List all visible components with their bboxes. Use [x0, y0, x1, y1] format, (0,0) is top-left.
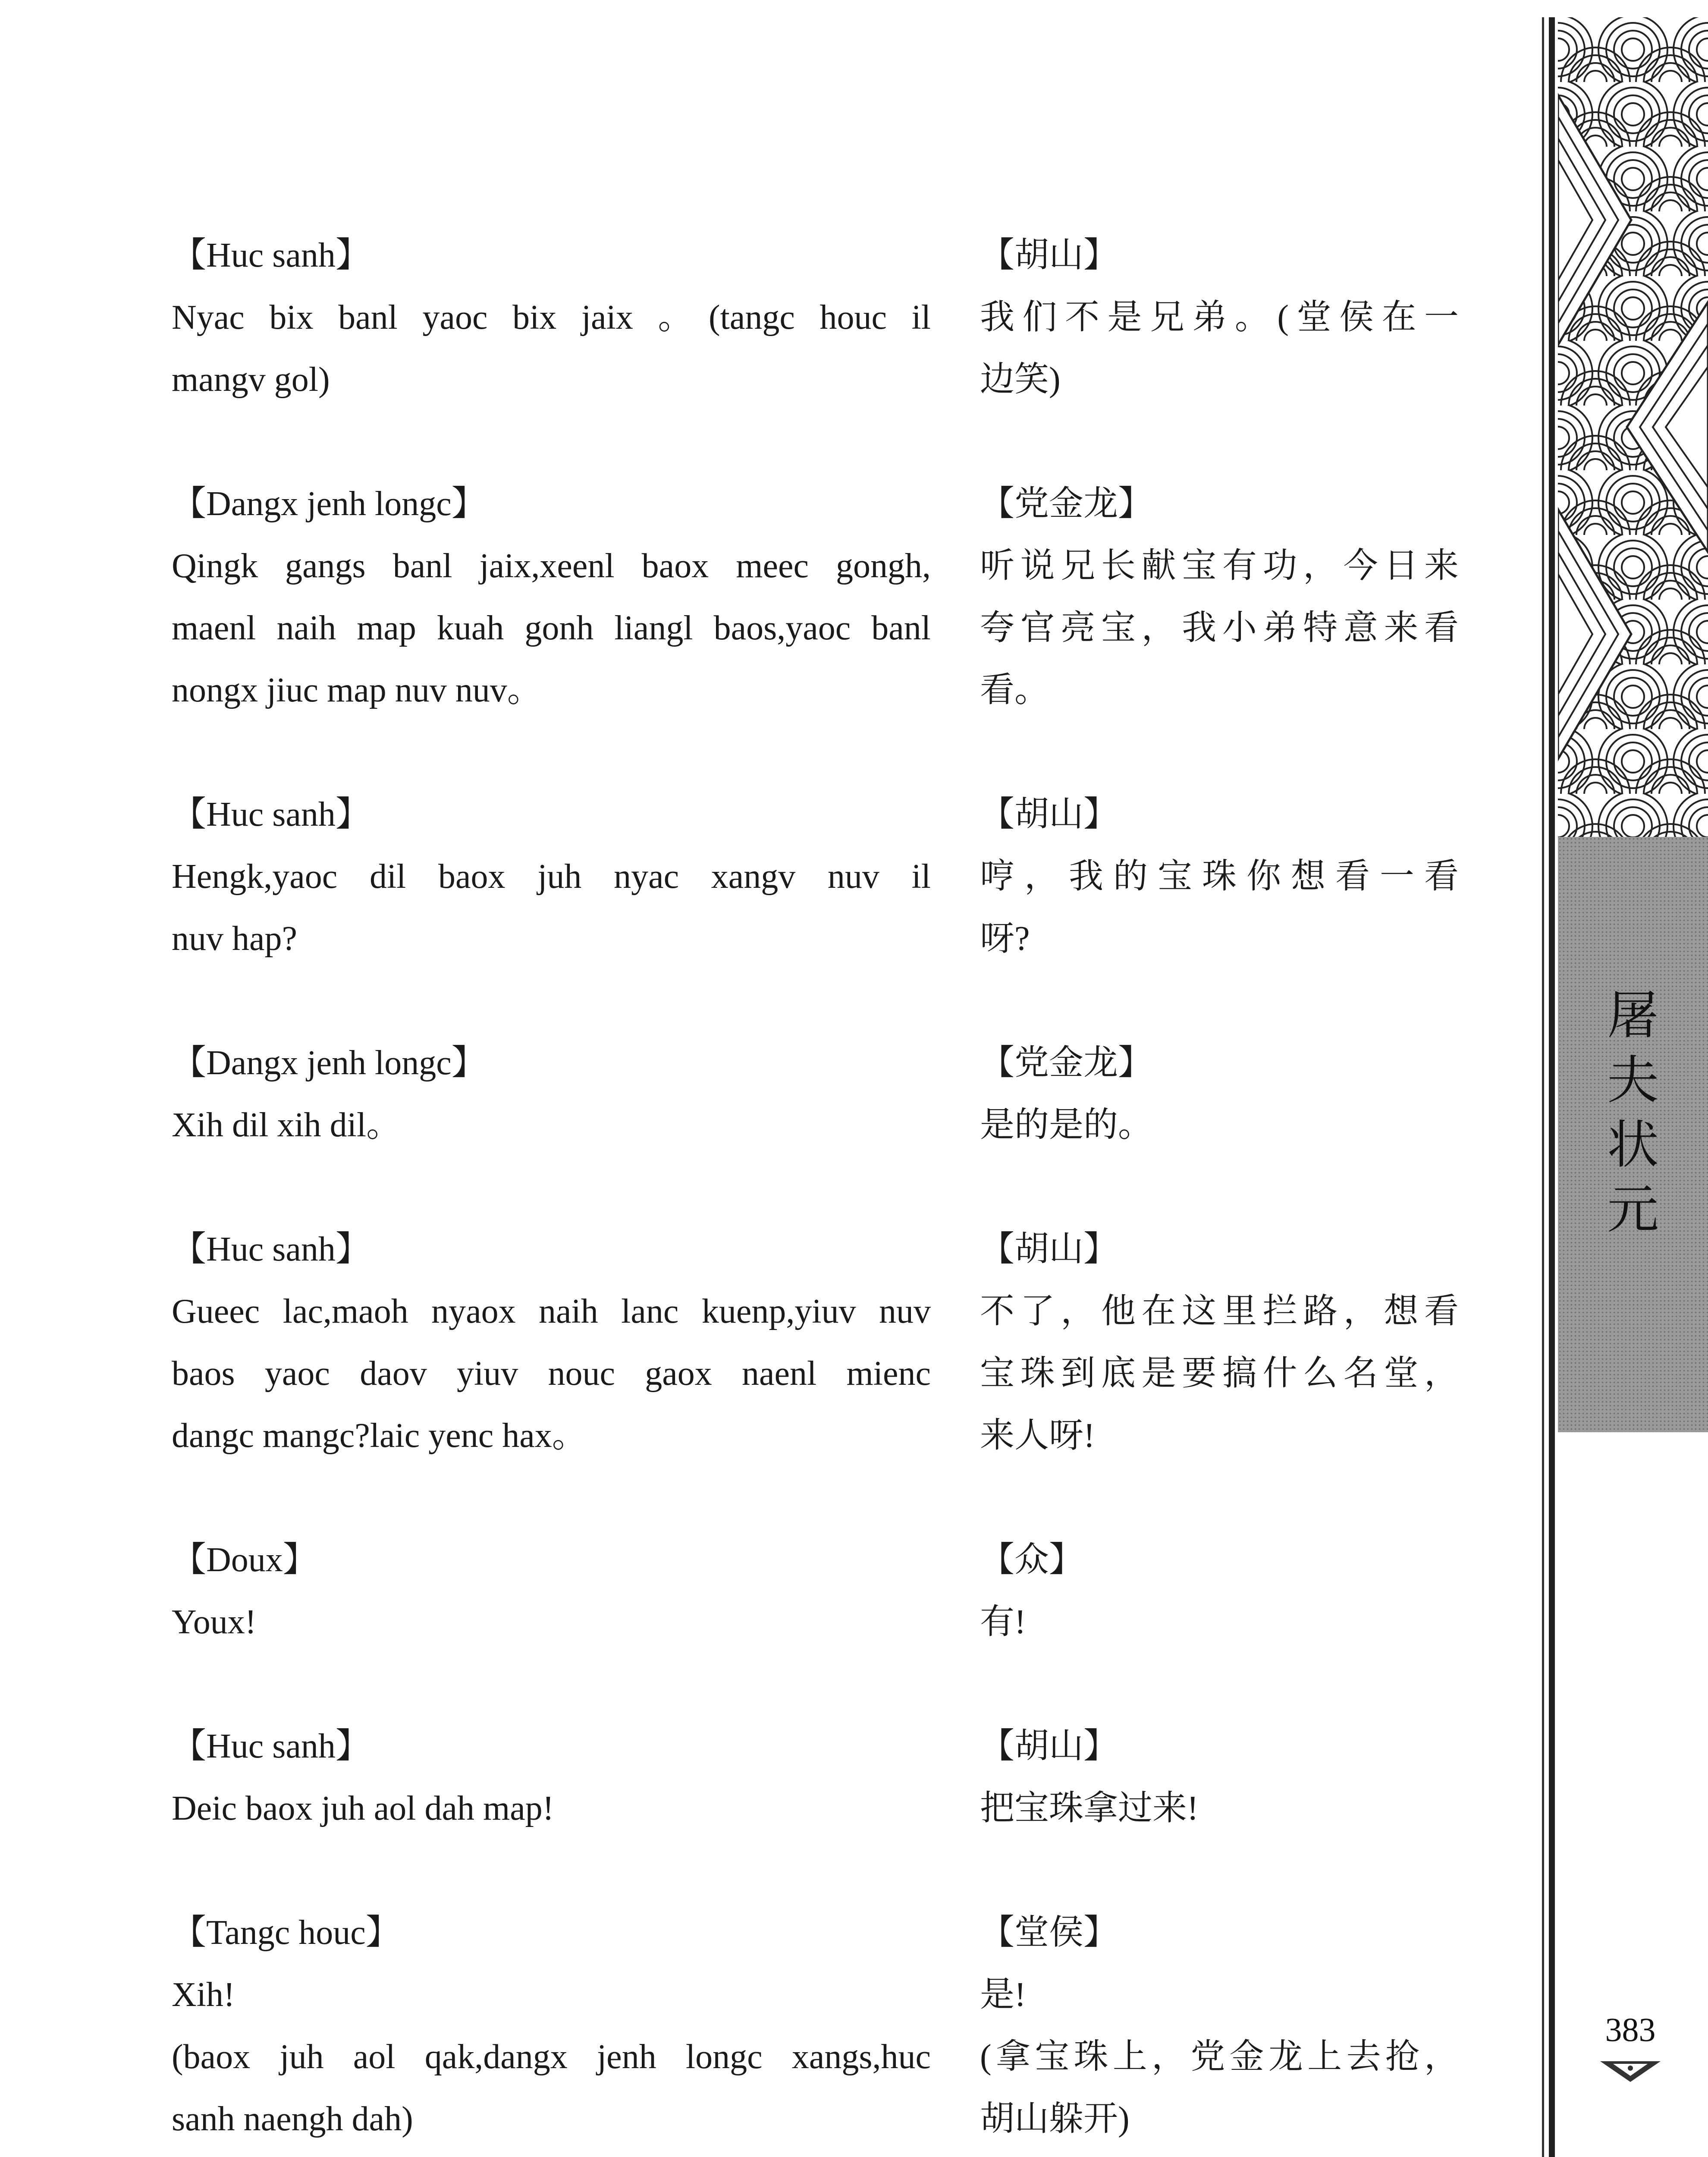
dialogue-block-left — [172, 1902, 931, 2157]
dialogue-line: nuv hap? — [172, 920, 298, 958]
dialogue-line: 看。 — [980, 671, 1049, 709]
speaker-label: 【Dangx jenh longc】 — [172, 1044, 486, 1082]
speaker-label: 【胡山】 — [980, 796, 1118, 833]
dialogue-line: 是的是的。 — [980, 1106, 1152, 1144]
dialogue-line: mangv gol) — [172, 361, 330, 399]
dialogue-line: sanh naengh dah) — [172, 2100, 413, 2138]
dialogue-block-left — [172, 1032, 931, 1218]
dialogue-line: 夸官亮宝，我小弟特意来看 — [980, 609, 1459, 647]
dialogue-line: 哼，我的宝珠你想看一看 — [980, 858, 1459, 896]
dialogue-block-left — [172, 1529, 931, 1715]
dialogue-block-left — [172, 1715, 931, 1902]
dialogue-line: Deic baox juh aol dah map! — [172, 1789, 554, 1827]
speaker-label: 【Tangc houc】 — [172, 1914, 400, 1952]
dialogue-line: 呀? — [980, 920, 1030, 958]
dialogue-block-right — [980, 1218, 1459, 1529]
dialogue-line: 有! — [980, 1603, 1026, 1641]
side-title-char: 屠 — [1607, 987, 1659, 1044]
margin-rule-thick — [1549, 17, 1555, 2157]
speaker-label: 【Huc sanh】 — [172, 1727, 370, 1765]
speaker-label: 【Huc sanh】 — [172, 796, 370, 833]
dialogue-line: 来人呀! — [980, 1417, 1095, 1455]
dong-text-column — [172, 224, 931, 2157]
page-number-flourish-icon — [1596, 2058, 1665, 2084]
dialogue-block-right — [980, 473, 1459, 783]
dialogue-line: 胡山躲开) — [980, 2100, 1130, 2138]
dialogue-line: Qingk gangs banl jaix,xeenl baox meec gongh, — [172, 547, 931, 585]
dialogue-line: Nyac bix banl yaoc bix jaix 。(tangc houc il — [172, 299, 931, 336]
dialogue-block-left — [172, 783, 931, 1032]
speaker-label: 【胡山】 — [980, 236, 1118, 274]
speaker-label: 【党金龙】 — [980, 485, 1152, 523]
dialogue-line: 边笑) — [980, 361, 1061, 399]
speaker-label: 【Huc sanh】 — [172, 1230, 370, 1268]
dialogue-block-right — [980, 1715, 1459, 1902]
dialogue-block-right — [980, 1902, 1459, 2157]
dialogue-block-left — [172, 224, 931, 473]
cloud-pattern-ornament — [1558, 17, 1708, 837]
dialogue-line: 是! — [980, 1976, 1026, 2014]
dialogue-line: 不了，他在这里拦路，想看 — [980, 1292, 1459, 1330]
speaker-label: 【党金龙】 — [980, 1044, 1152, 1082]
dialogue-block-right — [980, 1032, 1459, 1218]
dialogue-line: (baox juh aol qak,dangx jenh longc xangs,huc — [172, 2038, 931, 2076]
margin-rule-thin — [1542, 17, 1544, 2157]
dialogue-line: Xih dil xih dil。 — [172, 1106, 401, 1144]
dialogue-line: Xih! — [172, 1976, 235, 2014]
dialogue-line: baos yaoc daov yiuv nouc gaox naenl mienc — [172, 1355, 931, 1393]
side-title-char: 夫 — [1607, 1052, 1659, 1109]
dialogue-line: 我们不是兄弟。(堂侯在一 — [980, 299, 1459, 336]
dialogue-block-right — [980, 783, 1459, 1032]
side-title-band — [1558, 837, 1708, 1432]
speaker-label: 【胡山】 — [980, 1230, 1118, 1268]
dialogue-line: Youx! — [172, 1603, 257, 1641]
side-title-char: 元 — [1607, 1181, 1659, 1239]
dialogue-block-right — [980, 224, 1459, 473]
speaker-label: 【众】 — [980, 1541, 1083, 1579]
dialogue-line: Gueec lac,maoh nyaox naih lanc kuenp,yiuv nuv — [172, 1292, 931, 1330]
speaker-label: 【堂侯】 — [980, 1914, 1118, 1952]
dialogue-block-left — [172, 1218, 931, 1529]
dialogue-line: 宝珠到底是要搞什么名堂， — [980, 1355, 1459, 1393]
side-title — [1558, 984, 1708, 1242]
dialogue-line: maenl naih map kuah gonh liangl baos,yaoc banl — [172, 609, 931, 647]
speaker-label: 【Huc sanh】 — [172, 236, 370, 274]
dialogue-line: Hengk,yaoc dil baox juh nyac xangv nuv il — [172, 858, 931, 896]
dialogue-line: dangc mangc?laic yenc hax。 — [172, 1417, 587, 1455]
speaker-label: 【胡山】 — [980, 1727, 1118, 1765]
dialogue-line: (拿宝珠上，党金龙上去抢， — [980, 2038, 1459, 2076]
dialogue-line: 把宝珠拿过来! — [980, 1789, 1199, 1827]
speaker-label: 【Doux】 — [172, 1541, 317, 1579]
side-title-char: 状 — [1607, 1116, 1659, 1174]
dialogue-block-left — [172, 473, 931, 783]
dialogue-block-right — [980, 1529, 1459, 1715]
speaker-label: 【Dangx jenh longc】 — [172, 485, 486, 523]
dialogue-line: 听说兄长献宝有功，今日来 — [980, 547, 1459, 585]
dialogue-line: nongx jiuc map nuv nuv。 — [172, 671, 542, 709]
page-number: 383 — [1605, 2011, 1656, 2048]
chinese-text-column — [980, 224, 1459, 2157]
